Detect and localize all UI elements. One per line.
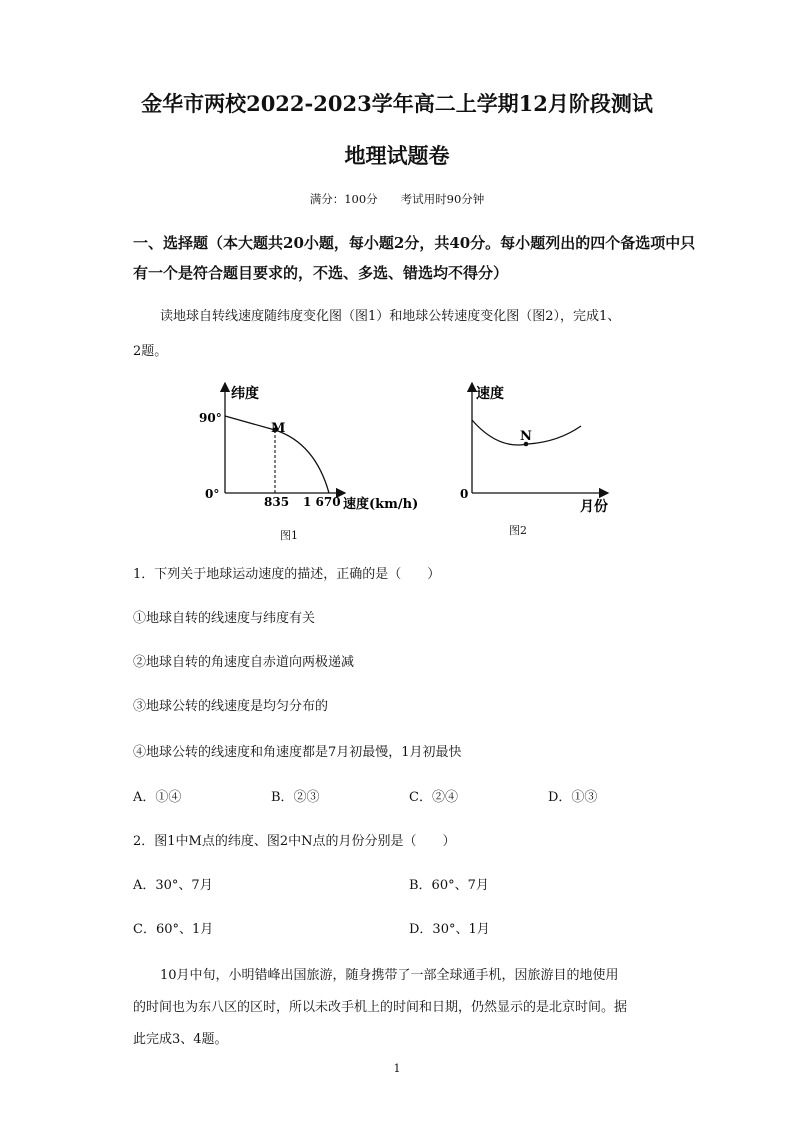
figure-2-y-label: 速度 — [476, 386, 504, 402]
question-2-stem: 2．图1中M点的纬度、图2中N点的月份分别是（ ） — [133, 834, 456, 849]
question-1-statement: ②地球自转的角速度自赤道向两极递减 — [133, 655, 355, 670]
question-1-statement: ③地球公转的线速度是均匀分布的 — [133, 699, 329, 714]
section-heading-line-2: 有一个是符合题目要求的，不选、多选、错选均不得分） — [133, 264, 509, 282]
page-number: 1 — [393, 1062, 401, 1075]
section-heading-line-1: 一、选择题（本大题共20小题，每小题2分，共40分。每小题列出的四个备选项中只 — [133, 234, 696, 252]
question-1-option-d: D．①③ — [548, 790, 598, 805]
figure-1-tick-0: 0° — [205, 487, 220, 501]
intro-2-line-3: 此完成3、4题。 — [133, 1032, 228, 1047]
figure-2-chart — [448, 378, 628, 518]
question-1-option-b: B．②③ — [271, 790, 320, 805]
question-1-statement: ①地球自转的线速度与纬度有关 — [133, 611, 316, 626]
question-2-option-a: A．30°、7月 — [133, 878, 213, 893]
figure-1-tick-90: 90° — [199, 411, 222, 425]
intro-1-line-1: 读地球自转线速度随纬度变化图（图1）和地球公转速度变化图（图2），完成1、 — [160, 309, 621, 324]
figure-1-tick-835: 835 — [264, 495, 290, 509]
figure-1-point-label: M — [271, 421, 286, 436]
title-line-2: 地理试题卷 — [344, 143, 450, 168]
figure-2-x-label: 月份 — [580, 499, 608, 515]
figure-1-caption: 图1 — [280, 529, 298, 542]
question-2-option-d: D．30°、1月 — [409, 922, 490, 937]
figure-1-y-label: 纬度 — [231, 386, 259, 402]
figure-1-x-label: 速度(km/h) — [343, 497, 419, 512]
intro-1-line-2: 2题。 — [133, 344, 168, 359]
exam-info: 满分：100分 考试用时90分钟 — [309, 192, 485, 206]
title-line-1: 金华市两校2022-2023学年高二上学期12月阶段测试 — [141, 91, 653, 116]
figure-2-point-label: N — [520, 429, 532, 444]
question-1-statement: ④地球公转的线速度和角速度都是7月初最慢，1月初最快 — [133, 745, 462, 760]
figure-1-tick-1670: 1 670 — [303, 495, 341, 509]
question-1-option-a: A．①④ — [133, 790, 182, 805]
question-2-option-c: C．60°、1月 — [133, 922, 214, 937]
question-1-option-c: C．②④ — [409, 790, 458, 805]
question-1-stem: 1．下列关于地球运动速度的描述，正确的是（ ） — [133, 567, 441, 582]
figure-2-tick-0: 0 — [460, 487, 469, 501]
intro-2-line-1: 10月中旬，小明错峰出国旅游，随身携带了一部全球通手机，因旅游目的地使用 — [160, 968, 619, 983]
question-2-option-b: B．60°、7月 — [409, 878, 489, 893]
intro-2-line-2: 的时间也为东八区的区时，所以未改手机上的时间和日期，仍然显示的是北京时间。据 — [133, 1000, 628, 1015]
figure-2-caption: 图2 — [509, 524, 527, 537]
figure-1-chart — [195, 378, 435, 518]
